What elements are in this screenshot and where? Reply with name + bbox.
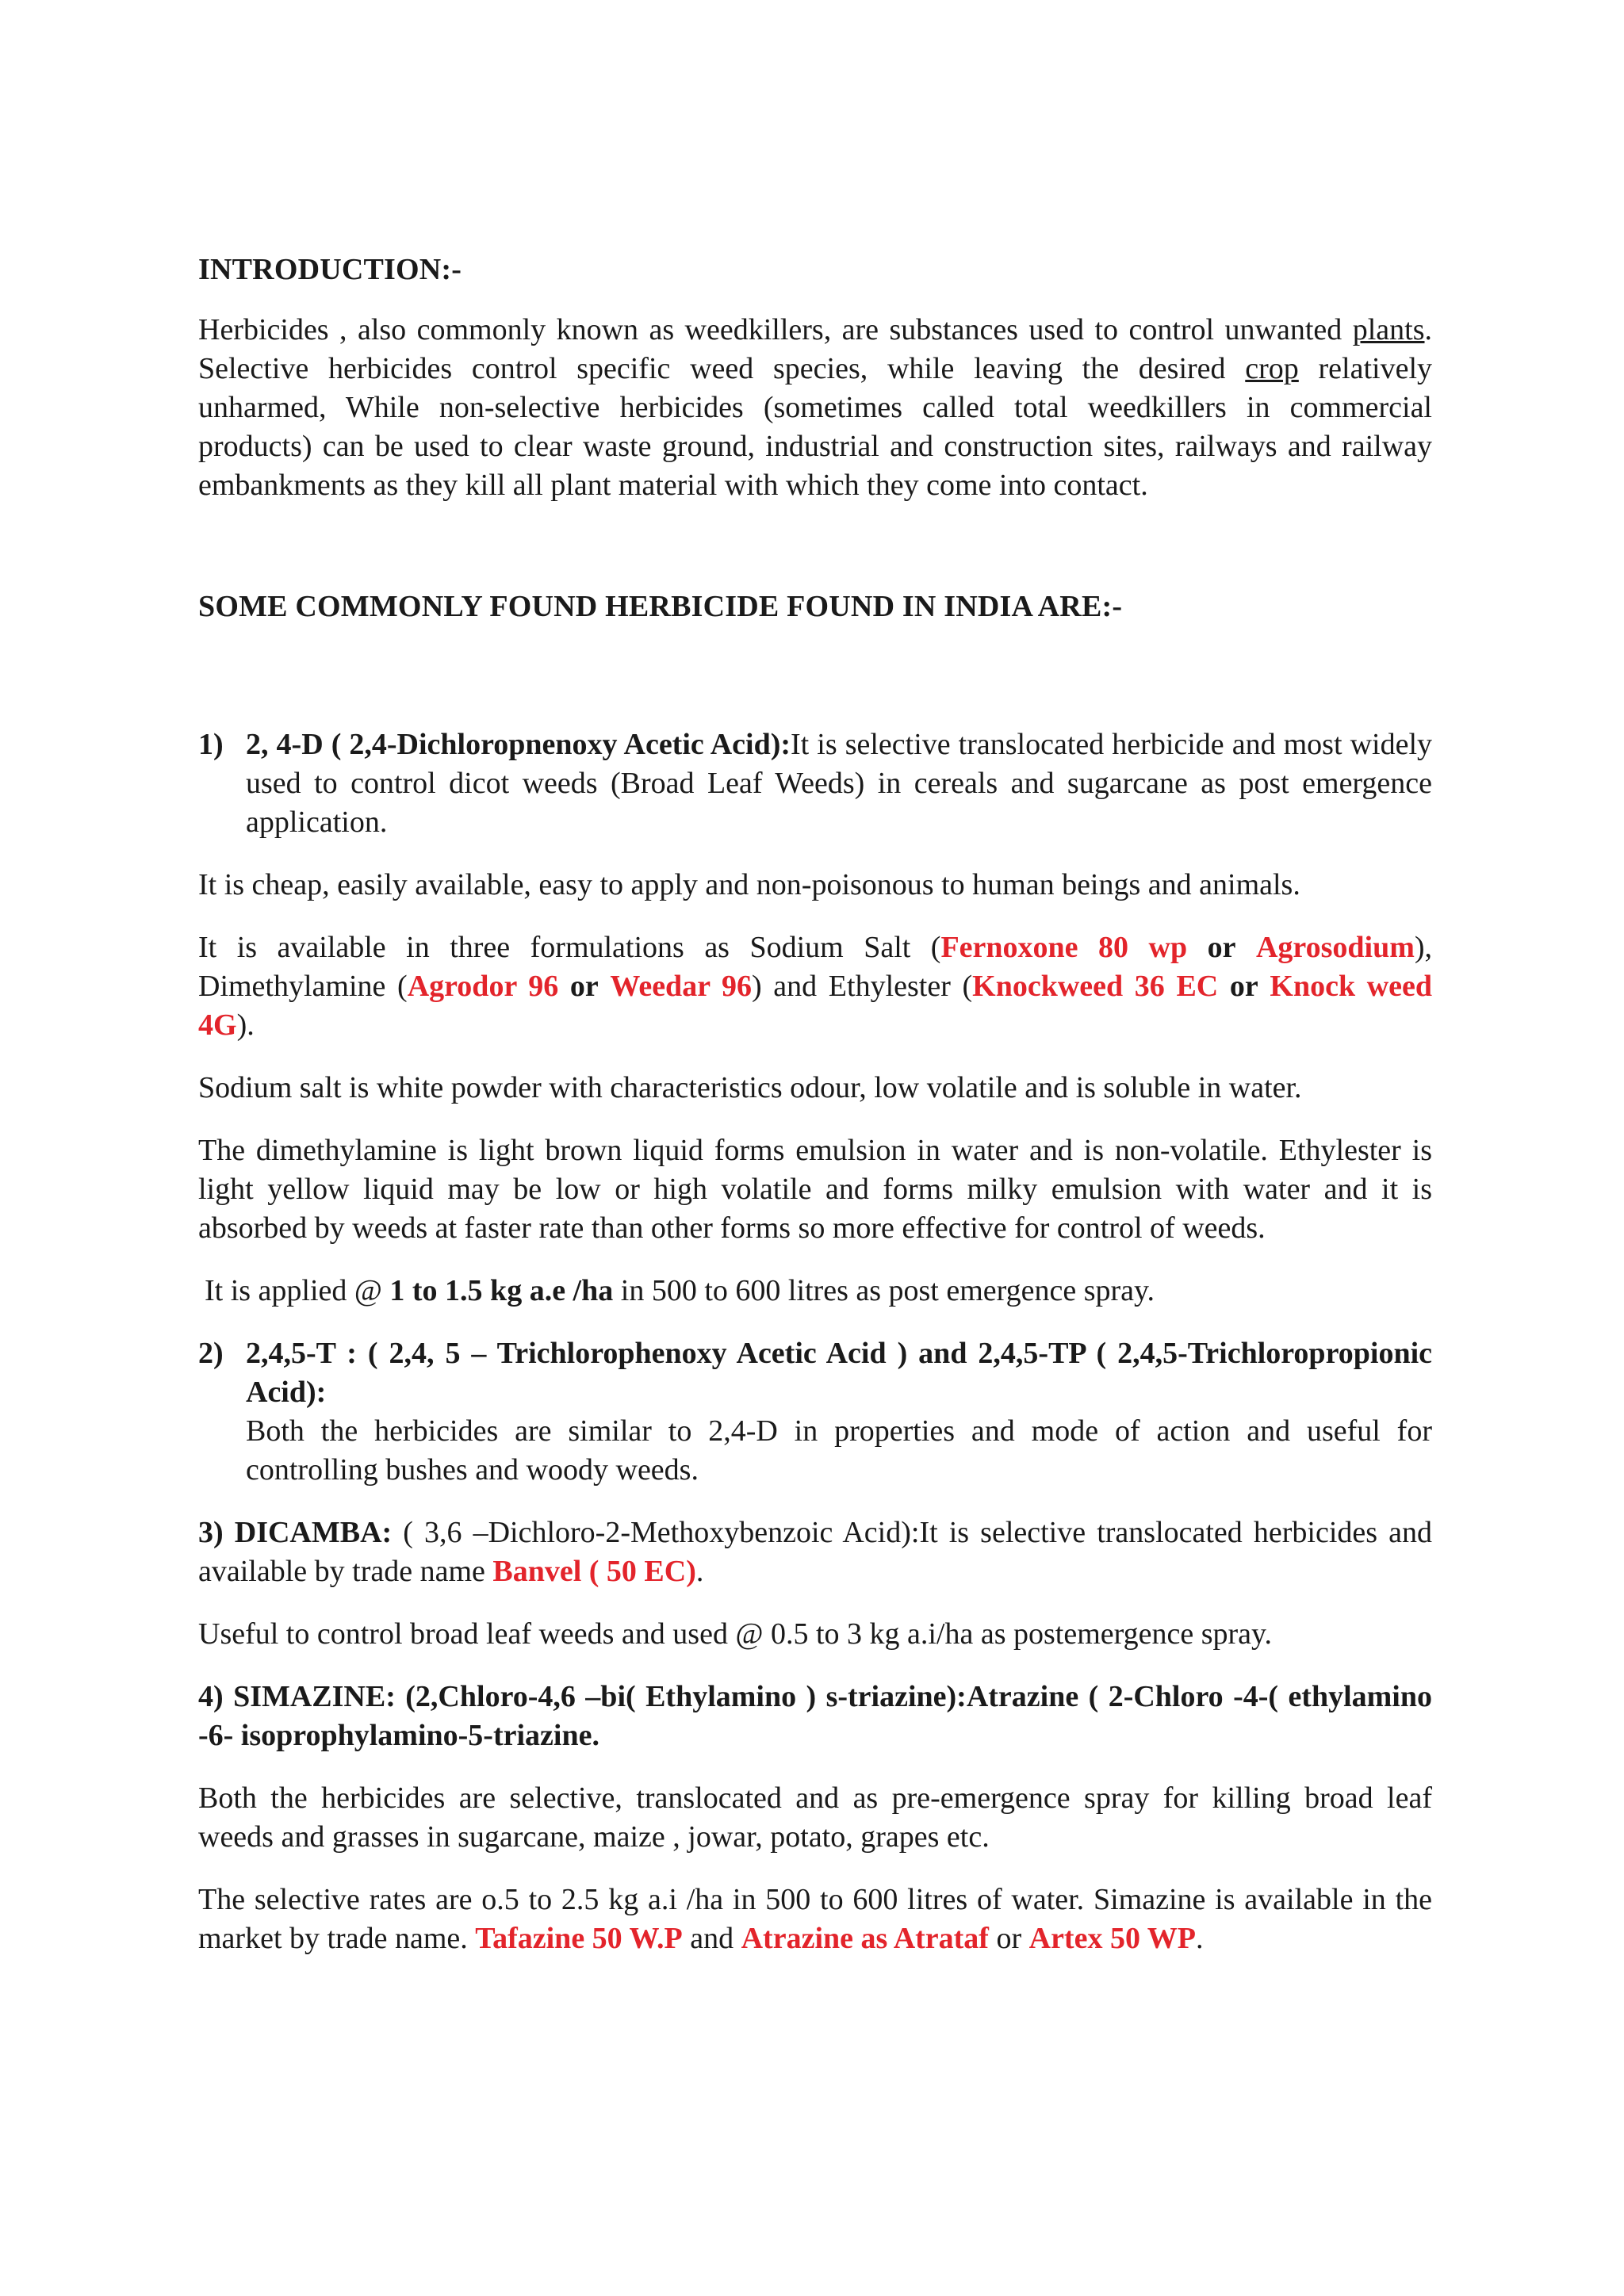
- item-3-paragraph: [198, 1513, 1432, 1591]
- trade-knockweed-4g: Knock weed 4G: [198, 970, 1433, 1042]
- item-1-formulations-paragraph: [198, 928, 1432, 1045]
- application-rate: 1 to 1.5 kg a.e /ha: [389, 1274, 614, 1307]
- intro-paragraph: [198, 311, 1432, 505]
- intro-text-1: Herbicides , also commonly known as weedkillers, are substances used to control unwanted: [198, 313, 1353, 346]
- formulations-text-c: ) and Ethylester (: [752, 970, 973, 1003]
- item-2-description: Both the herbicides are similar to 2,4-D in properties and mode of action and useful for controlling bushes and woody weeds.: [246, 1414, 1432, 1487]
- item-1-description: It is selective translocated herbicide and most widely used to control dicot weeds (Broad Leaf Weeds) in cereals and sugarcane as post emergence application.: [246, 728, 1433, 839]
- trade-agrodor: Agrodor 96: [407, 970, 559, 1003]
- plants-link[interactable]: plants: [1352, 313, 1425, 346]
- item-1-title-paragraph: [246, 725, 1432, 842]
- or-text: or: [569, 970, 599, 1003]
- item-1-application-paragraph: [198, 1272, 1432, 1311]
- or-text: or: [1207, 931, 1236, 964]
- section-heading: SOME COMMONLY FOUND HERBICIDE FOUND IN INDIA ARE:-: [198, 590, 1123, 623]
- item-1: [198, 725, 1432, 842]
- rates-text: The selective rates are o.5 to 2.5 kg a.i /ha in 500 to 600 litres of water. Simazine is available in the market by trade name.: [198, 1883, 1432, 1955]
- and-text: and: [682, 1922, 741, 1955]
- intro-heading: INTRODUCTION:-: [198, 253, 462, 286]
- item-4-title: 4) SIMAZINE: (2,Chloro-4,6 –bi( Ethylamino ) s-triazine):Atrazine ( 2-Chloro -4-( ethylamino -6- isoprophylamino-5-triazine.: [198, 1680, 1432, 1752]
- intro-text-3: relatively unharmed, While non-selective herbicides (sometimes called total weedkillers in commercial products) can be used to clear waste ground, industrial and construction sites, railways and railway embankments as they kill all plant material with which they come into contact.: [198, 352, 1433, 502]
- application-text-b: in 500 to 600 litres as post emergence spray.: [613, 1274, 1155, 1307]
- item-1-number: 1): [198, 728, 224, 761]
- item-1-sodium-paragraph: Sodium salt is white powder with characteristics odour, low volatile and is soluble in water.: [198, 1071, 1302, 1104]
- item-4-end: .: [1195, 1922, 1204, 1955]
- intro-text-2: . Selective herbicides control specific weed species, while leaving the desired: [198, 313, 1432, 385]
- formulations-text-d: ).: [236, 1008, 255, 1042]
- application-text-a: It is applied @: [205, 1274, 390, 1307]
- or-text: or: [1229, 970, 1258, 1003]
- item-1-title: 2, 4-D ( 2,4-Dichloropnenoxy Acetic Acid):: [246, 728, 791, 761]
- formulations-text-a: It is available in three formulations as Sodium Salt (: [198, 931, 941, 964]
- trade-artex: Artex 50 WP: [1028, 1922, 1196, 1955]
- item-3-useful-paragraph: Useful to control broad leaf weeds and used @ 0.5 to 3 kg a.i/ha as postemergence spray.: [198, 1617, 1273, 1651]
- trade-fernoxone: Fernoxone 80 wp: [940, 931, 1188, 964]
- item-3-title: 3) DICAMBA:: [198, 1516, 393, 1549]
- item-4-both-paragraph: Both the herbicides are selective, translocated and as pre-emergence spray for killing broad leaf weeds and grasses in sugarcane, maize , jowar, potato, grapes etc.: [198, 1781, 1432, 1854]
- trade-banvel: Banvel ( 50 EC): [492, 1555, 696, 1588]
- item-1-cheap-paragraph: It is cheap, easily available, easy to apply and non-poisonous to human beings and animals.: [198, 868, 1300, 901]
- formulations-text-b: ), Dimethylamine (: [198, 931, 1433, 1003]
- item-2-title: 2,4,5-T : ( 2,4, 5 – Trichlorophenoxy Acetic Acid ) and 2,4,5-TP ( 2,4,5-Trichloropropionic Acid):: [246, 1337, 1432, 1409]
- item-2: [198, 1334, 1432, 1490]
- crop-link[interactable]: crop: [1245, 352, 1299, 385]
- item-1-dimethylamine-paragraph: The dimethylamine is light brown liquid forms emulsion in water and is non-volatile. Ethylester is light yellow liquid may be low or high volatile and forms milky emulsion with water and it is absorbed by weeds at faster rate than other forms so more effective for control of weeds.: [198, 1134, 1432, 1245]
- item-3-end: .: [695, 1555, 704, 1588]
- trade-weedar: Weedar 96: [610, 970, 753, 1003]
- item-4-rates-paragraph: [198, 1881, 1432, 1958]
- trade-atrataf: Atrazine as Atrataf: [741, 1922, 989, 1955]
- trade-knockweed: Knockweed 36 EC: [972, 970, 1219, 1003]
- item-2-number: 2): [198, 1337, 224, 1370]
- trade-tafazine: Tafazine 50 W.P: [475, 1922, 683, 1955]
- item-3-description: ( 3,6 –Dichloro-2-Methoxybenzoic Acid):It is selective translocated herbicides and available by trade name: [198, 1516, 1432, 1588]
- trade-agrosodium: Agrosodium: [1255, 931, 1415, 964]
- or-text-2: or: [988, 1922, 1029, 1955]
